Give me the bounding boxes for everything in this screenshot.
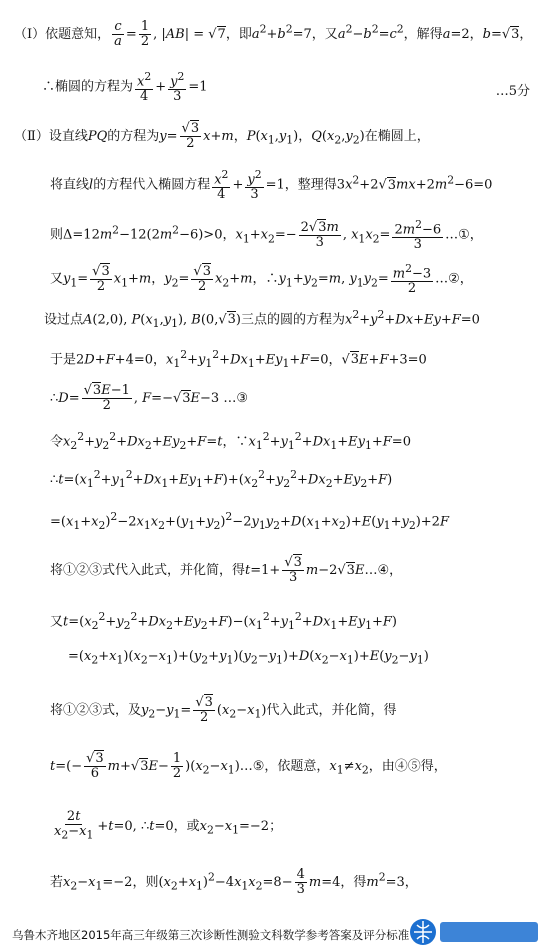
part1-label: （Ⅰ）	[14, 27, 46, 42]
part2-line16: $\frac{2t}{x_2-x_1}$ +t=0, ∴t=0，或$x_2-x_1=-2$；	[54, 809, 283, 842]
part2-line11: 将①②③式代入此式，并化简，得t=1+ $\frac{√3}{3}$ m−2√3E…④，	[50, 555, 403, 585]
part2-line14: 将①②③式，及$y_2-y_1=$ $\frac{√3}{2}$ $(x_2-x_1)$代入此式，并化简，得	[50, 695, 397, 725]
part2-line17: 若$x_2-x_1=-2$，则$(x_2+x_1)^2-4x_1x_2=8-$ $\frac{4}{3}$ m=4，得$m^2=3$，	[50, 867, 418, 897]
part2-line10: $=(x_1+x_2)^2-2x_1x_2+(y_1+y_2)^2-2y_1y_2+D(x_1+x_2)+E(y_1+y_2)+2F$	[50, 510, 449, 532]
part2-line3: 则$\Delta=12m^2-12(2m^2-6)>0$，$x_1+x_2=-$ $\frac{2√3m}{3}$ , $x_1x_2=$ $\frac{2m^2-6}{3}$ …①，	[50, 218, 483, 253]
part2-line7: ∴D= $\frac{√3E-1}{2}$ , F=−√3E−3 …③	[50, 383, 248, 413]
part1-line1: （Ⅰ）依题意知， $\frac{c}{a}$ = $\frac{1}{2}$ , |AB| = √7，即$a^2+b^2=7$，又$a^2-b^2=c^2$，解得a=2，b=√3，	[14, 19, 533, 49]
part2-line6: 于是2D+F+4=0，$x_1^2+y_1^2+Dx_1+Ey_1+F=0$，√3E+F+3=0	[50, 348, 427, 370]
part2-line9: $\therefore t=(x_1^2+y_1^2+Dx_1+Ey_1+F)+(x_2^2+y_2^2+Dx_2+Ey_2+F)$	[50, 468, 393, 490]
watermark-logo	[408, 917, 540, 947]
part2-line15: t=(− $\frac{√3}{6}$ m+√3E− $\frac{1}{2}$ )$(x_2-x_1)\dots ⑤$，依题意，$x_1\ne x_2$，由④⑤得，	[50, 751, 447, 781]
part2-line5: 设过点A(2,0), $P(x_1,y_1)$, B(0,√3)三点的圆的方程为$x^2+y^2+Dx+Ey+F=0$	[44, 308, 480, 330]
part1-line2: ∴椭圆的方程为 $\frac{x^2}{4}$ + $\frac{y^2}{3}$ =1	[42, 70, 208, 105]
part2-line2: 将直线l的方程代入椭圆方程 $\frac{x^2}{4}$ + $\frac{y^2}{3}$ =1，整理得$3x^2+2√3mx+2m^2-6=0$	[50, 168, 493, 203]
page-footer: 乌鲁木齐地区2015年高三年级第三次诊断性测验文科数学参考答案及评分标准	[12, 928, 410, 942]
part2-line12: 又$t=(x_2^2+y_2^2+Dx_2+Ey_2+F)-(x_1^2+y_1^2+Dx_1+Ey_1+F)$	[50, 610, 397, 632]
part1-score: …5分	[495, 84, 530, 99]
part2-line13: $=(x_2+x_1)(x_2-x_1)+(y_2+y_1)(y_2-y_1)+D(x_2-x_1)+E(y_2-y_1)$	[68, 649, 429, 667]
part2-line1: （Ⅱ）设直线PQ的方程为y= $\frac{√3}{2}$ x+m，$P(x_1,y_1)$，$Q(x_2,y_2)$在椭圆上，	[14, 121, 430, 151]
part2-line8: 令$x_2^2+y_2^2+Dx_2+Ey_2+F=t$，$\because x_1^2+y_1^2+Dx_1+Ey_1+F=0$	[50, 430, 411, 452]
part2-line4: 又$y_1=$ $\frac{√3}{2}$ $x_1+m$，$y_2=$ $\frac{√3}{2}$ $x_2+m$，$\therefore y_1+y_2=m$, $y_1y_2=$ $\frac{m^2-3}{2}$ …②，	[50, 262, 473, 297]
